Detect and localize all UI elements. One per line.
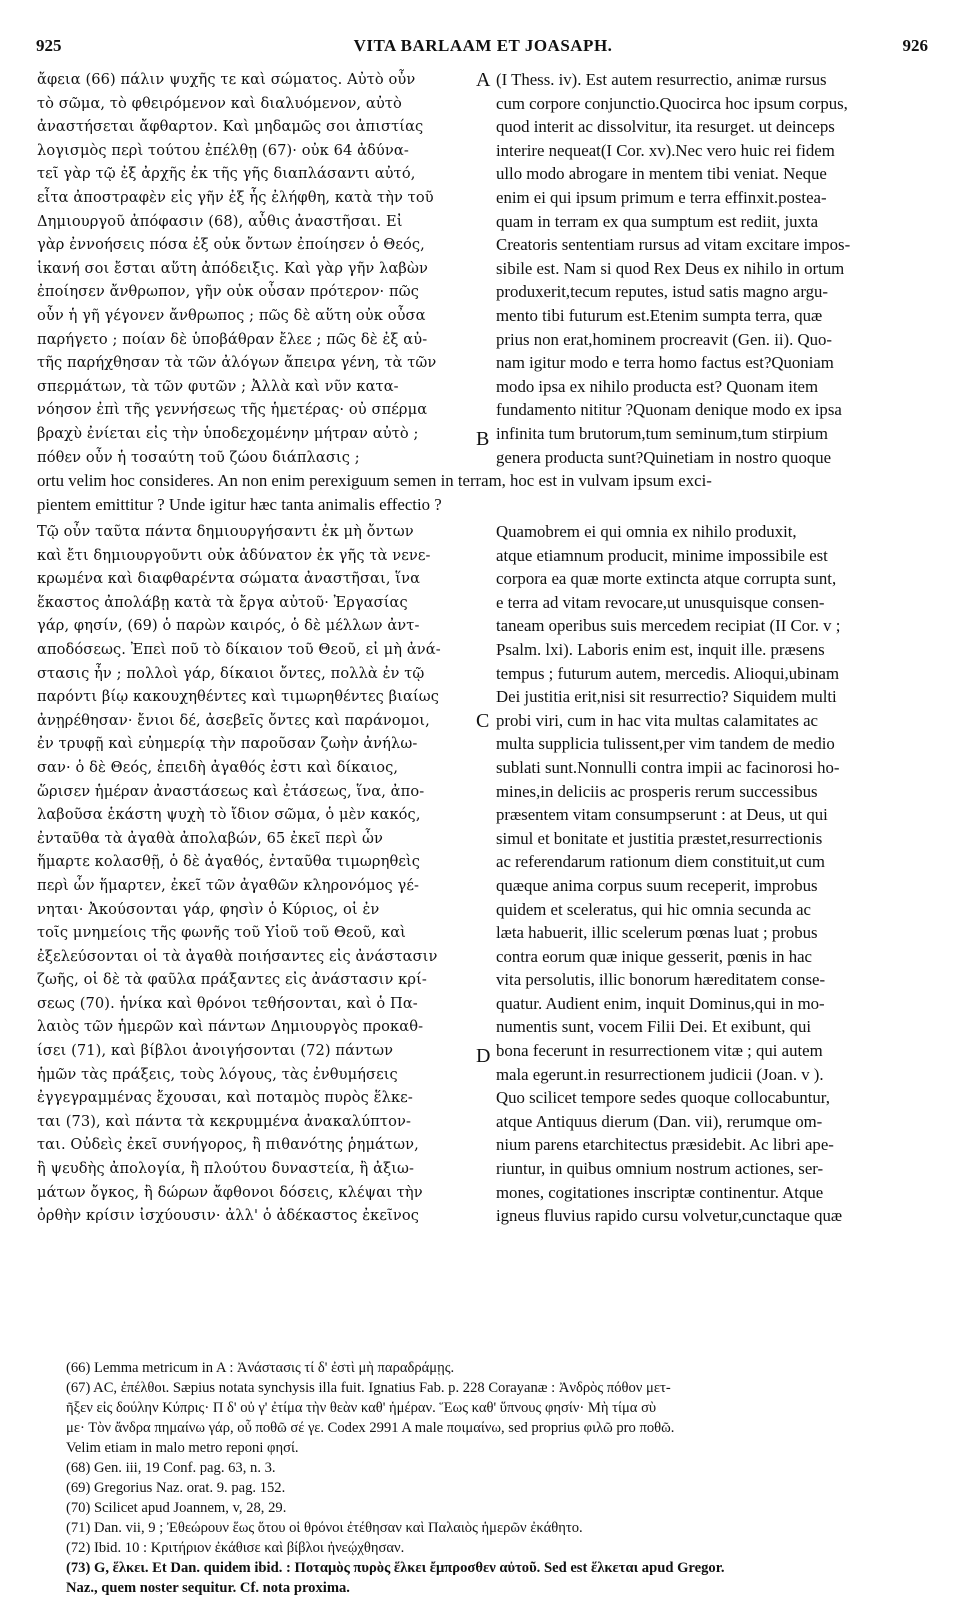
latin-text-line: mines,in deliciis ac prosperis rerum successibus xyxy=(496,781,818,801)
page-number-left: 925 xyxy=(36,36,62,55)
latin-text-line: vita persolutis, illic bonorum hæreditatem conse- xyxy=(496,970,826,990)
latin-text-line: quidem et sceleratus, qui hic omnia secunda ac xyxy=(496,899,812,919)
latin-text-line: riuntur, in quibus omnium nostrum actiones, ser- xyxy=(496,1159,824,1179)
latin-text-line: (I Thess. iv). Est autem resurrectio, animæ rursus xyxy=(496,70,827,89)
latin-text-line: læta habuerit, illic scelerum pœnas luat ; probus xyxy=(496,923,818,943)
greek-column-bottom xyxy=(37,520,477,1228)
greek-text-line: ίσει (71), καὶ βίβλοι ἀνοιγήσονται (72) πάντων xyxy=(37,1042,394,1060)
footnote-line: (69) Gregorius Naz. orat. 9. pag. 152. xyxy=(66,1480,286,1496)
latin-text-line: contra eorum quæ inique gesserit, pœnis in hac xyxy=(496,946,812,966)
latin-text-line: interire nequeat(I Cor. xv).Nec vero huic rei fidem xyxy=(496,140,835,160)
greek-text-line: Δημιουργοῦ ἀπόφασιν (68), αὖθις ἀναστῆσαι. Εἰ xyxy=(37,212,403,230)
greek-column-top xyxy=(37,68,477,469)
latin-text-line: igneus fluvius rapido cursu volvetur,cunctaque quæ xyxy=(496,1206,843,1226)
margin-mark-b: B xyxy=(476,428,490,450)
footnote-line: με· Τὸν ἄνδρα πημαίνω γάρ, οὗ ποθῶ σέ γε. Codex 2991 A male ποιμαίνω, sed proprius φιλῶ pro ποθῶ. xyxy=(66,1420,675,1436)
page-header xyxy=(0,36,966,60)
latin-text-line: mala egerunt.in resurrectionem judicii (Joan. v ). xyxy=(496,1064,824,1084)
latin-text-line: nium parens etarchitectus præsidebit. Ac libri ape- xyxy=(496,1135,834,1155)
footnotes xyxy=(66,1358,946,1598)
margin-mark-c: C xyxy=(476,710,490,732)
latin-text-line: Quo scilicet tempore sedes quoque collocabuntur, xyxy=(496,1088,830,1108)
greek-text-line: λαβοῦσα ἑκάστη ψυχὴ τὸ ἴδιον σῶμα, ὁ μὲν κακός, xyxy=(37,806,421,824)
greek-text-line: σπερμάτων, τὰ τῶν φυτῶν ; Ἀλλὰ καὶ νῦν κατα- xyxy=(37,377,399,395)
greek-text-line: ται (73), καὶ πάντα τὰ κεκρυμμένα ἀνακαλύπτον- xyxy=(37,1112,411,1130)
latin-text-line: genera producta sunt?Quinetiam in nostro quoque xyxy=(496,447,832,467)
footnote-line: (73) G, ἕλκει. Et Dan. quidem ibid. : Ποταμὸς πυρὸς ἕλκει ἔμπροσθεν αὐτοῦ. Sed est ἕλκεται apud Gregor. xyxy=(66,1560,725,1576)
greek-text-line: τεῖ γὰρ τῷ ἐξ ἀρχῆς ἐκ τῆς γῆς διαπλάσαντι αὐτό, xyxy=(37,165,416,183)
greek-text-line: λογισμὸς περὶ τούτου ἐπέλθῃ (67)· οὐκ 64 ἀδύνα- xyxy=(37,141,409,159)
footnote-line: Naz., quem noster sequitur. Cf. nota proxima. xyxy=(66,1580,350,1596)
greek-text-line: γὰρ ἐννοήσεις πόσα ἐξ οὐκ ὄντων ἐποίησεν ὁ Θεός, xyxy=(37,236,425,254)
greek-text-line: περὶ ὧν ἥμαρτεν, ἐκεῖ τῶν ἀγαθῶν κληρονόμος γέ- xyxy=(37,876,420,894)
greek-text-line: ἐποίησεν ἄνθρωπον, γῆν οὐκ οὖσαν πρότερον· πῶς xyxy=(37,283,419,301)
greek-text-line: κρωμένα καὶ διαφθαρέντα σώματα ἀναστῆσαι, ἵνα xyxy=(37,570,421,588)
full-width-text-line: ortu velim hoc consideres. An non enim perexiguum semen in terram, hoc est in vulvam ipsum exci- xyxy=(37,471,712,490)
greek-text-line: ἢ ψευδὴς ἀπολογία, ἢ πλούτου δυναστεία, ἢ ἀξιω- xyxy=(37,1160,415,1178)
greek-text-line: σεως (70). ἡνίκα καὶ θρόνοι τεθήσονται, καὶ ὁ Πα- xyxy=(37,994,418,1012)
greek-text-line: παρόντι βίῳ κακουχηθέντες καὶ τιμωρηθέντες βιαίως xyxy=(37,688,440,706)
page-number-right: 926 xyxy=(902,36,928,55)
footnote-line: (72) Ibid. 10 : Κριτήριον ἐκάθισε καὶ βίβλοι ἠνεῴχθησαν. xyxy=(66,1540,405,1556)
greek-text-line: τῆς παρήχθησαν τὰ τῶν ἀλόγων ἄπειρα γένη, τὰ τῶν xyxy=(37,354,437,372)
greek-text-line: ἐξελεύσονται οἱ τὰ ἀγαθὰ ποιήσαντες εἰς ἀνάστασιν xyxy=(37,947,438,965)
greek-text-line: αποδόσεως. Ἐπεὶ ποῦ τὸ δίκαιον τοῦ Θεοῦ, εἰ μὴ ἀνά- xyxy=(37,640,441,658)
greek-text-line: Τῷ οὖν ταῦτα πάντα δημιουργήσαντι ἐκ μὴ ὄντων xyxy=(37,523,414,540)
full-width-latin xyxy=(37,469,947,516)
latin-text-line: taneam operibus suis mercedem recipiat (II Cor. v ; xyxy=(496,616,841,636)
latin-text-line: quod interit ac dissolvitur, ita resurget. ut deinceps xyxy=(496,117,835,137)
greek-text-line: τοῖς μνημείοις τῆς φωνῆς τοῦ Υἱοῦ τοῦ Θεοῦ, καὶ xyxy=(37,924,407,942)
greek-text-line: ἀνῃρέθησαν· ἔνιοι δέ, ἀσεβεῖς ὄντες καὶ παράνομοι, xyxy=(37,711,430,729)
greek-text-line: ἐγγεγραμμένας ἔχουσαι, καὶ ποταμὸς πυρὸς ἕλκε- xyxy=(37,1089,413,1107)
greek-text-line: τὸ σῶμα, τὸ φθειρόμενον καὶ διαλυόμενον, αὐτὸ xyxy=(37,94,402,112)
greek-text-line: μάτων ὄγκος, ἢ δώρων ἄφθονοι δόσεις, κλέψαι τὴν xyxy=(37,1183,423,1201)
greek-text-line: ἕκαστος ἀπολάβῃ κατὰ τὰ ἔργα αὐτοῦ· Ἐργασίας xyxy=(37,593,408,611)
greek-text-line: λαιὸς τῶν ἡμερῶν καὶ πάντων Δημιουργὸς προκαθ- xyxy=(37,1018,424,1036)
latin-text-line: atque etiamnum producit, minime impossibile est xyxy=(496,545,828,565)
greek-text-line: ἱκανή σοι ἔσται αὕτη ἀπόδειξις. Καὶ γὰρ γῆν λαβὼν xyxy=(37,259,428,277)
latin-text-line: numentis sunt, vocem Filii Dei. Et exibunt, qui xyxy=(496,1017,812,1037)
footnote-line: ῆξεν εἰς δούλην Κύπρις· Π δ' οὐ γ' ἐτίμα τὴν θεὰν καθ' ἡμέραν. Ἕως καθ' ὕπνους φησίν· Μὴ τίμα σὺ xyxy=(66,1400,657,1416)
footnote-line: (71) Dan. vii, 9 ; Ἐθεώρουν ἕως ὅτου οἱ θρόνοι ἐτέθησαν καὶ Παλαιὸς ἡμερῶν ἐκάθητο. xyxy=(66,1520,583,1536)
greek-text-line: ἀναστήσεται ἄφθαρτον. Καὶ μηδαμῶς σοι ἀπιστίας xyxy=(37,118,424,136)
latin-text-line: nam igitur modo e terra homo factus est?Quoniam xyxy=(496,353,834,373)
latin-text-line: bona fecerunt in resurrectionem vitæ ; qui autem xyxy=(496,1041,823,1061)
greek-text-line: παρήγετο ; ποίαν δὲ ὑποβάθραν ἔλεε ; πῶς δὲ ἐξ αὐ- xyxy=(37,330,428,348)
footnote-line: (67) AC, ἐπέλθοι. Sæpius notata synchysis illa fuit. Ignatius Fab. p. 228 Corayanæ : Ἀνδρὸς πόθον μετ- xyxy=(66,1380,671,1396)
margin-mark-a: A xyxy=(476,69,491,91)
latin-text-line: fundamento nititur ?Quonam denique modo ex ipsa xyxy=(496,400,842,420)
greek-text-line: ἄφεια (66) πάλιν ψυχῆς τε καὶ σώματος. Αὐτὸ οὖν xyxy=(37,71,416,88)
latin-column-top xyxy=(496,68,936,469)
greek-text-line: πόθεν οὖν ἡ τοσαύτη τοῦ ζώου διάπλασις ; xyxy=(37,448,360,466)
latin-text-line: produxerit,tecum reputes, istud satis magno argu- xyxy=(496,282,828,302)
latin-text-line: Creatoris sententiam rursus ad vitam excitare impos- xyxy=(496,235,851,255)
greek-text-line: ὥρισεν ἡμέραν ἀναστάσεως καὶ ἐτάσεως, ἵνα, ἀπο- xyxy=(37,782,425,800)
greek-text-line: νηται· Ἀκούσονται γάρ, φησὶν ὁ Κύριος, οἱ ἐν xyxy=(37,900,380,918)
latin-text-line: prius non erat,hominem procreavit (Gen. ii). Quo- xyxy=(496,329,832,349)
greek-text-line: οὖν ἡ γῆ γέγονεν ἄνθρωπος ; πῶς δὲ αὕτη οὐκ οὖσα xyxy=(37,306,426,324)
latin-text-line: Dei justitia erit,nisi sit resurrectio? Siquidem multi xyxy=(496,687,837,707)
latin-text-line: probi viri, cum in hac vita multas calamitates ac xyxy=(496,710,818,730)
greek-text-line: στασις ἦν ; πολλοὶ γάρ, δίκαιοι ὄντες, πολλὰ ἐν τῷ xyxy=(37,664,425,682)
latin-text-line: multa supplicia tulissent,per vim tandem de medio xyxy=(496,734,835,754)
latin-text-line: simul et bonitate et justitia præstet,resurrectionis xyxy=(496,828,823,848)
latin-text-line: ac referendarum rationum diem constituit,ut cum xyxy=(496,852,825,872)
latin-text-line: corpora ea quæ morte extincta atque corrupta sunt, xyxy=(496,569,837,589)
greek-text-line: νόησον ἐπὶ τῆς γεννήσεως τῆς ἡμετέρας· οὐ σπέρμα xyxy=(37,401,428,419)
latin-text-line: tempus ; futurum autem, mercedis. Alioqui,ubinam xyxy=(496,663,840,683)
greek-text-line: ἐν τρυφῇ καὶ εὐημερίᾳ τὴν παροῦσαν ζωὴν ἀνήλω- xyxy=(37,735,418,753)
latin-text-line: Quamobrem ei qui omnia ex nihilo produxit, xyxy=(496,522,797,541)
latin-text-line: quæque anima corpus suum receperit, improbus xyxy=(496,875,818,895)
greek-text-line: ὀρθὴν κρίσιν ἰσχύουσιν· ἀλλ' ὁ ἀδέκαστος ἐκεῖνος xyxy=(37,1207,420,1225)
latin-text-line: cum corpore conjunctio.Quocirca hoc ipsum corpus, xyxy=(496,93,848,113)
latin-text-line: ullo modo abrogare in mentem tibi veniat. Neque xyxy=(496,164,827,184)
greek-text-line: γάρ, φησίν, (69) ὁ παρὼν καιρός, ὁ δὲ μέλλων ἀντ- xyxy=(37,617,420,635)
greek-text-line: βραχὺ ἐνίεται εἰς τὴν ὑποδεχομένην μήτραν αὐτὸ ; xyxy=(37,424,419,442)
latin-column-bottom xyxy=(496,520,936,1228)
footnote-line: (66) Lemma metricum in A : Ἀνάστασις τί δ' ἐστὶ μὴ παραδράμῃς. xyxy=(66,1360,455,1376)
footnote-line: (68) Gen. iii, 19 Conf. pag. 63, n. 3. xyxy=(66,1460,276,1476)
latin-text-line: enim ei qui ipsum primum e terra effinxit.postea- xyxy=(496,187,827,207)
latin-text-line: e terra ad vitam revocare,ut unusquisque consen- xyxy=(496,592,825,612)
greek-text-line: ἐνταῦθα τὰ ἀγαθὰ ἀπολαβών, 65 ἐκεῖ περὶ ὧν xyxy=(37,829,384,847)
latin-text-line: Psalm. lxi). Laboris enim est, inquit ille. præsens xyxy=(496,639,825,659)
footnote-line: (70) Scilicet apud Joannem, v, 28, 29. xyxy=(66,1500,287,1516)
greek-text-line: καὶ ἔτι δημιουργοῦντι οὐκ ἀδύνατον ἐκ γῆς τὰ νενε- xyxy=(37,546,431,564)
latin-text-line: atque Antiquus dierum (Dan. vii), rerumque om- xyxy=(496,1111,823,1131)
latin-text-line: quam in terram ex qua sumptum est rediit, juxta xyxy=(496,211,819,231)
greek-text-line: εἶτα ἀποστραφὲν εἰς γῆν ἐξ ἧς ἐλήφθη, κατὰ τὴν τοῦ xyxy=(37,188,434,206)
greek-text-line: σαν· ὁ δὲ Θεός, ἐπειδὴ ἀγαθός ἐστι καὶ δίκαιος, xyxy=(37,758,399,776)
greek-text-line: ζωῆς, οἱ δὲ τὰ φαῦλα πράξαντες εἰς ἀνάστασιν κρί- xyxy=(37,971,427,989)
latin-text-line: mento tibi futurum est.Etenim sumpta terra, quæ xyxy=(496,305,823,325)
margin-mark-d: D xyxy=(476,1045,491,1067)
greek-text-line: ἥμαρτε κολασθῇ, ὁ δὲ ἀγαθός, ἐνταῦθα τιμωρηθεὶς xyxy=(37,853,421,871)
running-title: VITA BARLAAM ET JOASAPH. xyxy=(353,36,613,55)
greek-text-line: ἡμῶν τὰς πράξεις, τοὺς λόγους, τὰς ἐνθυμήσεις xyxy=(37,1065,398,1083)
latin-text-line: modo ipsa ex nihilo producta est? Quonam item xyxy=(496,376,819,396)
greek-text-line: ται. Οὐδεὶς ἐκεῖ συνήγορος, ἢ πιθανότης ῥημάτων, xyxy=(37,1136,419,1154)
full-width-text-line: pientem emittitur ? Unde igitur hæc tanta animalis effectio ? xyxy=(37,494,442,514)
latin-text-line: quatur. Audient enim, inquit Dominus,qui in mo- xyxy=(496,993,825,1013)
latin-text-line: præsentem vitam consumpserunt : at Deus, ut qui xyxy=(496,805,828,825)
latin-text-line: sibile est. Nam si quod Rex Deus ex nihilo in ortum xyxy=(496,258,845,278)
latin-text-line: sublati sunt.Nonnulli contra impii ac facinorosi ho- xyxy=(496,757,840,777)
footnote-line: Velim etiam in malo metro reponi φησί. xyxy=(66,1440,299,1456)
latin-text-line: mones, cogitationes inscriptæ continentur. Atque xyxy=(496,1182,824,1202)
latin-text-line: infinita tum brutorum,tum seminum,tum stirpium xyxy=(496,423,828,443)
